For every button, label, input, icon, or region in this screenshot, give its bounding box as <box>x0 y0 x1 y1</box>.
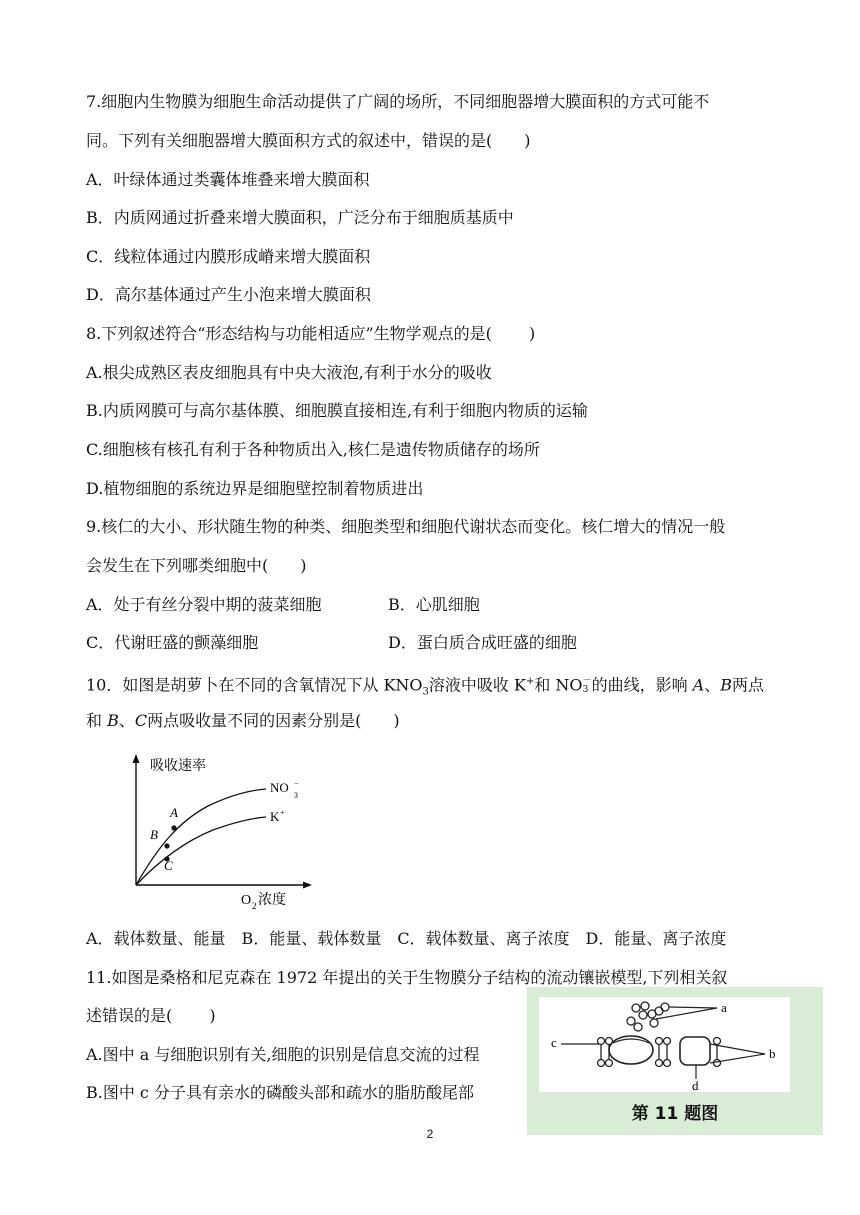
point-a-label: A <box>170 805 178 820</box>
subscript: 2 <box>252 901 257 911</box>
q10-stem-line1 <box>86 671 764 704</box>
q8-option-c: C.细胞核有核孔有利于各种物质出入,核仁是遗传物质储存的场所 <box>86 440 540 459</box>
q7-option-d: D．高尔基体通过产生小泡来增大膜面积 <box>86 285 371 304</box>
q8-option-b: B.内质网膜可与高尔基体膜、细胞膜直接相连,有利于细胞内物质的运输 <box>86 401 588 420</box>
q10-text: 10．如图是胡萝卜在不同的含氧情况下从 KNO <box>86 675 423 695</box>
q7-option-b: B．内质网通过折叠来增大膜面积，广泛分布于细胞质基质中 <box>86 208 514 227</box>
x-axis-label-o: O <box>241 893 252 908</box>
q9-option-a: A．处于有丝分裂中期的菠菜细胞 <box>86 595 322 614</box>
q8-option-a: A.根尖成熟区表皮细胞具有中央大液泡,有利于水分的吸收 <box>86 363 492 382</box>
point-label: B <box>720 675 733 695</box>
q9-options-row2 <box>86 632 577 654</box>
page-number: 2 <box>426 1127 434 1141</box>
q10-text: 和 NO <box>534 675 583 695</box>
label-c: c <box>551 1035 557 1050</box>
q10-text: 、 <box>118 711 135 730</box>
label-a: a <box>721 1000 727 1015</box>
y-axis-label: 吸收速率 <box>150 758 206 774</box>
q10-text: 两点吸收量不同的因素分别是( ) <box>147 711 400 730</box>
q10-text: 的曲线，影响 <box>591 675 693 695</box>
superscript: + <box>525 676 535 687</box>
q9-option-d: D．蛋白质合成旺盛的细胞 <box>388 633 577 652</box>
q11-option-a: A.图中 a 与细胞识别有关,细胞的识别是信息交流的过程 <box>86 1045 480 1064</box>
pointer-a <box>656 1008 717 1019</box>
q9-option-c: C．代谢旺盛的颤藻细胞 <box>86 633 259 652</box>
q10-text: 两点 <box>732 675 765 695</box>
superscript: － <box>582 675 592 686</box>
potassium-curve-label <box>270 809 280 824</box>
q10-text: 、 <box>704 675 721 695</box>
label-text: K <box>270 809 280 824</box>
point-c-label: C <box>164 858 173 873</box>
subscript: 3 <box>582 684 589 695</box>
label-b: b <box>769 1046 776 1061</box>
q7-stem-line2: 同。下列有关细胞器增大膜面积方式的叙述中，错误的是( ) <box>86 131 531 150</box>
q7-stem-line1: 7.细胞内生物膜为细胞生命活动提供了广阔的场所，不同细胞器增大膜面积的方式可能不 <box>86 92 710 111</box>
q11-stem-line2: 述错误的是( ) <box>86 1006 216 1025</box>
q10-absorption-graph <box>118 752 318 922</box>
point-label: C <box>134 711 148 730</box>
subscript: 3 <box>422 686 429 698</box>
q7-option-c: C．线粒体通过内膜形成嵴来增大膜面积 <box>86 247 371 266</box>
pointer-a <box>669 1007 717 1008</box>
point-label: B <box>107 711 119 730</box>
q8-stem: 8.下列叙述符合“形态结构与功能相适应”生物学观点的是( ) <box>86 324 536 343</box>
q11-figure-box <box>527 987 823 1135</box>
pointer-b <box>710 1044 765 1054</box>
transmembrane-protein <box>680 1037 710 1065</box>
q10-text: 溶液中吸收 K <box>428 675 526 695</box>
surface-protein <box>613 1039 649 1043</box>
subscript: 3 <box>294 791 298 800</box>
y-axis-arrow <box>133 754 140 763</box>
label-d: d <box>692 1078 699 1092</box>
pointer-b <box>710 1054 765 1063</box>
surface-protein <box>609 1036 653 1064</box>
fluid-mosaic-diagram <box>539 997 790 1092</box>
figure-caption: 第 11 题图 <box>631 1104 719 1124</box>
q9-option-b: B．心肌细胞 <box>388 595 480 614</box>
nitrate-subsup <box>583 677 592 695</box>
point-a-dot <box>171 825 176 830</box>
q9-stem-line2: 会发生在下列哪类细胞中( ) <box>86 556 307 575</box>
q10-stem-line2 <box>86 710 400 732</box>
q10-text: 和 <box>86 711 108 730</box>
q7-option-a: A．叶绿体通过类囊体堆叠来增大膜面积 <box>86 170 370 189</box>
x-axis-arrow <box>303 882 312 889</box>
membrane-diagram-panel <box>539 997 790 1092</box>
point-b-label: B <box>150 827 158 842</box>
q8-option-d: D.植物细胞的系统边界是细胞壁控制着物质进出 <box>86 479 424 498</box>
q9-stem-line1: 9.核仁的大小、形状随生物的种类、细胞类型和细胞代谢状态而变化。核仁增大的情况一般 <box>86 517 726 536</box>
point-b-dot <box>164 843 169 848</box>
q11-stem-line1: 11.如图是桑格和尼克森在 1972 年提出的关于生物膜分子结构的流动镶嵌模型,下列相关叙 <box>86 968 728 987</box>
glycocalyx-chain <box>627 1002 669 1031</box>
q9-options-row1 <box>86 594 480 616</box>
x-axis-label-text: 浓度 <box>258 892 286 908</box>
q10-options: A．载体数量、能量 B．能量、载体数量 C．载体数量、离子浓度 D．能量、离子浓度 <box>86 929 727 948</box>
superscript: − <box>294 779 299 788</box>
label-text: NO <box>270 780 289 795</box>
superscript: + <box>280 808 285 817</box>
q11-option-b: B.图中 c 分子具有亲水的磷酸头部和疏水的脂肪酸尾部 <box>86 1083 474 1102</box>
point-label: A <box>692 675 705 695</box>
nitrate-curve-label <box>270 780 289 795</box>
